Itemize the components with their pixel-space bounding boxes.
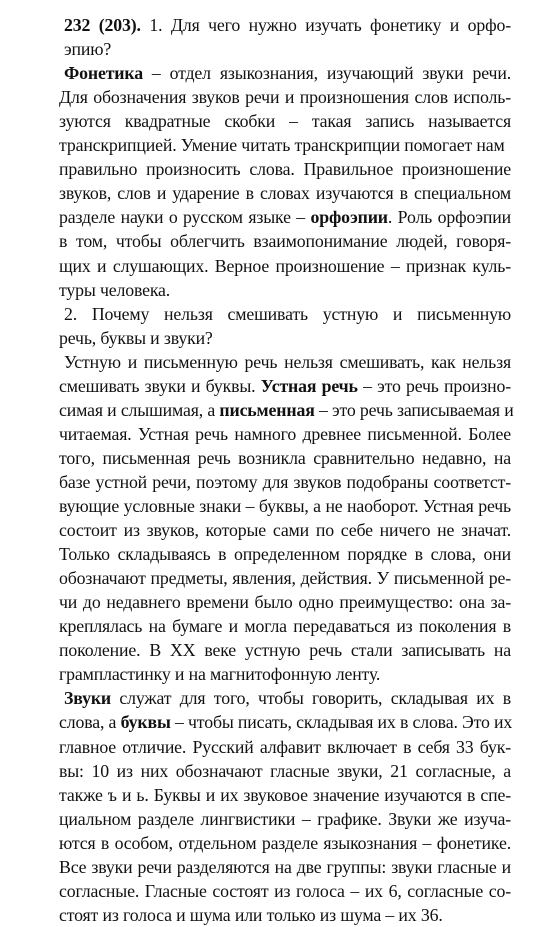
text-run: в том, чтобы облегчить взаимопонимание людей, говоря- <box>59 231 511 252</box>
text-run: главное отличие. Русский алфавит включает в себя 33 бук- <box>59 736 511 757</box>
text-line <box>64 61 511 85</box>
bold-term: орфоэпии <box>310 207 388 228</box>
text-run: речь, буквы и звуки? <box>59 327 213 348</box>
text-run: ются в особом, отдельном разделе языкознания – фонетике. <box>59 832 511 853</box>
text-run: – чтобы писать, складывая их в слова. Это их <box>170 712 513 733</box>
text-line <box>59 783 511 807</box>
text-line <box>59 710 511 734</box>
text-line <box>59 735 511 759</box>
text-line <box>59 109 511 133</box>
text-line <box>59 398 514 422</box>
text-run: щих и слушающих. Верное произношение – признак куль- <box>59 255 511 276</box>
text-run: вующие условные знаки – буквы, а не наоборот. Устная речь <box>59 496 511 516</box>
text-run: базе устной речи, поэтому для звуков подобраны соответст- <box>59 471 511 492</box>
text-run: – это речь произно- <box>357 375 512 396</box>
text-run: Только складываясь в определенном порядке в слова, они <box>59 544 511 565</box>
text-line <box>59 879 511 903</box>
text-run: грампластинку и на магнитофонную ленту. <box>59 664 381 685</box>
text-line <box>59 205 511 229</box>
bold-term: Звуки <box>64 688 112 709</box>
text-line <box>59 278 511 302</box>
bold-term: 232 (203). <box>64 15 141 35</box>
text-line <box>64 37 511 61</box>
text-run: циальном разделе лингвистики – графике. Звуки же изуча- <box>59 808 511 829</box>
text-run: Устную и письменную речь нельзя смешивать, как нельзя <box>64 351 511 372</box>
text-line <box>59 542 511 566</box>
text-run: также ъ и ь. Буквы и их звуковое значение изучаются в спе- <box>59 784 511 805</box>
text-run: зуются квадратные скобки – такая запись называется <box>59 111 511 132</box>
text-line <box>59 157 511 181</box>
text-run: состоит из звуков, которые сами по себе ничего не значат. <box>59 520 511 541</box>
text-line <box>59 229 511 253</box>
text-line <box>59 494 511 518</box>
text-run: – это речь записываемая и <box>314 399 514 420</box>
text-line <box>59 807 511 831</box>
text-run: симая и слышимая, а <box>59 399 220 420</box>
text-line <box>59 638 511 662</box>
text-line <box>59 254 511 278</box>
text-run: читаемая. Устная речь намного древнее письменной. Более <box>59 423 511 444</box>
text-line <box>59 566 511 590</box>
text-line <box>59 326 511 350</box>
text-run: креплялась на бумаге и могла передаваться из поколения в <box>59 616 511 637</box>
bold-term: Устная речь <box>260 375 358 396</box>
text-line <box>59 855 511 879</box>
text-run: 2. Почему нельзя смешивать устную и письменную <box>64 303 511 324</box>
text-run: разделе науки о русском языке – <box>59 207 311 228</box>
text-run: чи до недавнего времени было одно преимущество: она за- <box>59 592 511 613</box>
text-run: . Роль орфоэпии <box>387 207 511 228</box>
text-run: обозначают предметы, явления, действия. У письменной ре- <box>59 568 511 589</box>
text-line <box>59 759 511 783</box>
text-line <box>59 831 511 855</box>
text-line <box>59 446 511 470</box>
text-run: Для обозначения звуков речи и произношения слов исполь- <box>59 87 511 108</box>
text-line <box>59 903 511 927</box>
text-run: поколение. В XX веке устную речь стали записывать на <box>59 640 511 661</box>
text-run: – отдел языкознания, изучающий звуки речи. <box>142 63 511 84</box>
text-run: эпию? <box>64 39 112 60</box>
text-run: 1. Для чего нужно изучать фонетику и орфо- <box>140 15 511 35</box>
text-run: стоят из голоса и шума или только из шума – их 36. <box>59 904 443 925</box>
text-line <box>59 518 511 542</box>
text-line <box>59 614 511 638</box>
text-line <box>59 181 511 205</box>
text-run: согласные. Гласные состоят из голоса – их 6, согласные со- <box>59 880 511 901</box>
text-line <box>59 590 511 614</box>
text-run: звуков, слов и ударение в словах изучаются в специальном <box>59 183 511 204</box>
text-line <box>64 13 511 37</box>
text-line <box>59 133 511 157</box>
text-line <box>59 85 511 109</box>
text-line <box>64 350 511 374</box>
text-run: того, письменная речь возникла сравнительно недавно, на <box>59 447 511 468</box>
text-line <box>59 662 511 686</box>
text-run: туры человека. <box>59 279 171 300</box>
text-line <box>64 302 511 326</box>
bold-term: письменная <box>219 399 315 420</box>
text-run: слова, а <box>59 712 121 733</box>
text-run: правильно произносить слова. Правильное произношение <box>59 159 511 180</box>
text-line <box>59 422 511 446</box>
text-run: Все звуки речи разделяются на две группы: звуки гласные и <box>59 856 511 877</box>
text-run: транскрипцией. Умение читать транскрипции помогает нам <box>59 135 505 156</box>
text-line <box>59 470 511 494</box>
text-run: служат для того, чтобы говорить, складывая их в <box>111 688 511 709</box>
text-line <box>59 374 511 398</box>
text-run: вы: 10 из них обозначают гласные звуки, 21 согласные, а <box>59 760 511 781</box>
text-run: смешивать звуки и буквы. <box>59 375 261 396</box>
bold-term: Фонетика <box>64 63 143 84</box>
text-line <box>64 686 511 710</box>
bold-term: буквы <box>120 712 171 733</box>
